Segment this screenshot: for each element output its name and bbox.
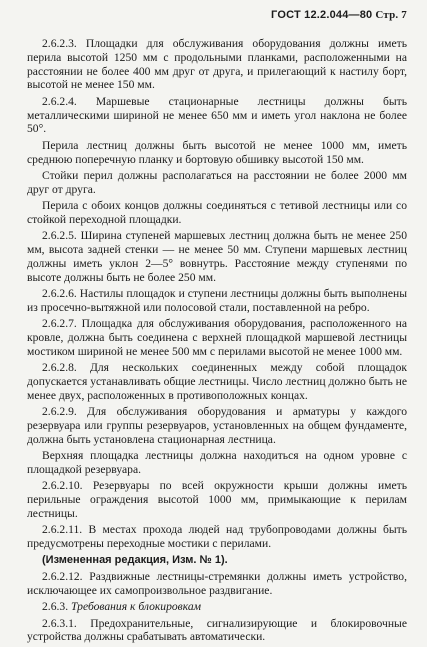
paragraph: 2.6.2.7. Площадка для обслуживания оборудования, расположенного на кровле, должна быть соединена с верхней площадкой маршевой лестницы мостиком шириной не менее 500 мм с перилами высотой не менее 1000 мм. <box>27 317 407 358</box>
paragraph: 2.6.2.3. Площадки для обслуживания оборудования должны иметь перила высотой 1250 мм с продольными планками, расположенными на расстоянии не более 400 мм друг от друга, и прилегающий к настилу борт, высотой не менее 150 мм. <box>27 37 407 92</box>
paragraph: 2.6.3.1. Предохранительные, сигнализирующие и блокировочные устройства должны срабатывать автоматически. <box>27 616 407 644</box>
paragraph: 2.6.2.6. Настилы площадок и ступени лестницы должны быть выполнены из просечно-вытяжной или полосовой стали, поставленной на ребро. <box>27 287 407 314</box>
paragraph: 2.6.2.10. Резервуары по всей окружности крыши должны иметь перильные ограждения высотой 1000 мм, примыкающие к перилам лестницы. <box>27 479 407 521</box>
paragraph: 2.6.2.11. В местах прохода людей над трубопроводами должны быть предусмотрены переходные мостики с перилами. <box>27 523 407 551</box>
paragraph: 2.6.2.9. Для обслуживания оборудования и арматуры у каждого резервуара или группы резервуаров, установленных на общем фундаменте, должна быть установлена стационарная лестница. <box>27 405 407 446</box>
paragraph: 2.6.2.4. Маршевые стационарные лестницы должны быть металлическими шириной не менее 650 мм и иметь угол наклона не более 50°. <box>27 94 407 136</box>
section-heading <box>27 600 407 614</box>
page-header <box>271 9 407 21</box>
paragraph: Стойки перил должны располагаться на расстоянии не более 2000 мм друг от друга. <box>27 168 407 196</box>
paragraph: 2.6.2.8. Для нескольких соединенных между собой площадок допускается устанавливать общие лестницы. Число лестниц должно быть не менее двух, расположенных в противоположных концах. <box>27 361 407 402</box>
document-body <box>27 37 407 647</box>
page-number: Стр. 7 <box>375 9 407 21</box>
section-number: 2.6.3. <box>42 600 69 614</box>
paragraph: 2.6.2.5. Ширина ступеней маршевых лестниц должна быть не менее 250 мм, высота задней стенки — не менее 50 мм. Ступени маршевых лестниц должны иметь уклон 2—5° вовнутрь. Расстояние между ступенями по высоте должны быть не более 250 мм. <box>27 229 407 284</box>
paragraph: Перила с обоих концов должны соединяться с тетивой лестницы или со стойкой переходной площадки. <box>27 199 407 226</box>
section-title: Требования к блокировкам <box>71 600 202 614</box>
paragraph: 2.6.2.12. Раздвижные лестницы-стремянки должны иметь устройство, исключающее их самопроизвольное раздвигание. <box>27 570 407 597</box>
edition-note: (Измененная редакция, Изм. № 1). <box>42 553 228 566</box>
paragraph: Перила лестниц должны быть высотой не менее 1000 мм, иметь среднюю поперечную планку и бортовую обшивку высотой 150 мм. <box>27 138 407 166</box>
paragraph: Верхняя площадка лестницы должна находиться на одном уровне с площадкой резервуара. <box>27 449 407 477</box>
standard-number: ГОСТ 12.2.044—80 <box>271 9 373 21</box>
